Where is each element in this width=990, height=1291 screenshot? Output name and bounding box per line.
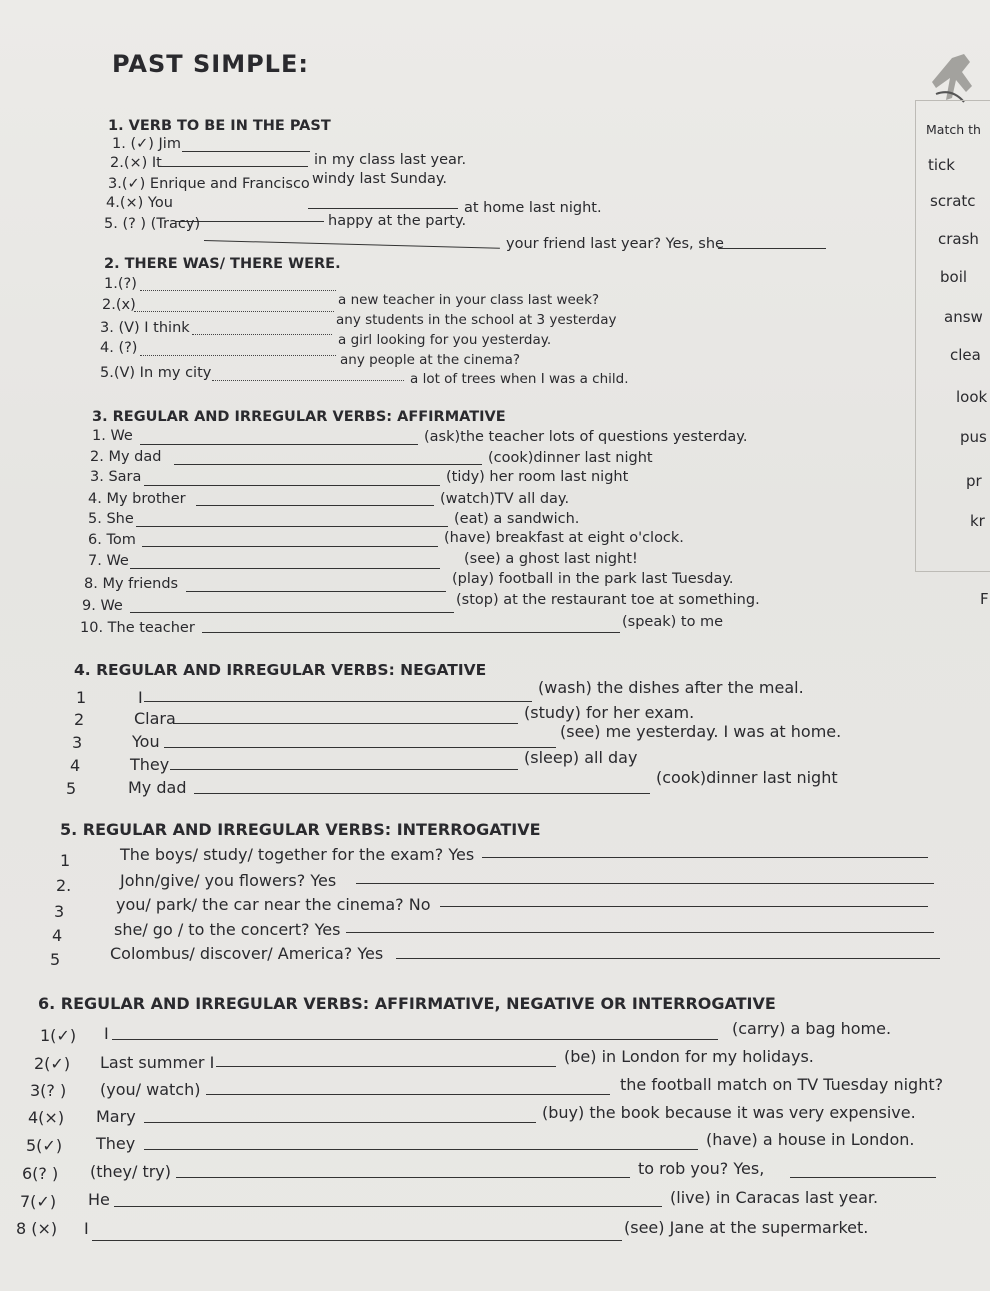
answer-blank[interactable] — [114, 1206, 662, 1207]
s6-item-7-mark: 7(✓) — [20, 1192, 57, 1211]
s2-item-5-rest: a lot of trees when I was a child. — [410, 371, 629, 387]
s2-item-1-subject: 1.(?) — [104, 276, 137, 292]
answer-blank[interactable] — [194, 793, 650, 794]
s4-item-5-subject: My dad — [128, 778, 187, 797]
answer-blank[interactable] — [356, 883, 934, 884]
answer-blank[interactable] — [144, 1122, 536, 1123]
s3-item-10-rest: (speak) to me — [622, 614, 724, 630]
s5-item-5-number: 5 — [50, 950, 61, 969]
s3-item-2-rest: (cook)dinner last night — [488, 450, 653, 466]
s2-item-4-subject: 4. (?) — [100, 340, 138, 356]
s6-item-8-mark: 8 (×) — [16, 1219, 58, 1238]
section-6-heading: 6. REGULAR AND IRREGULAR VERBS: AFFIRMATIVE, NEGATIVE OR INTERROGATIVE — [38, 994, 776, 1013]
answer-blank[interactable] — [92, 1240, 622, 1241]
s5-item-5-question: Colombus/ discover/ America? Yes — [110, 944, 384, 963]
s4-item-1-rest: (wash) the dishes after the meal. — [538, 678, 804, 697]
s2-item-3-subject: 3. (V) I think — [100, 320, 190, 336]
s4-item-4-subject: They — [130, 755, 170, 774]
answer-blank[interactable] — [144, 701, 532, 702]
word-bank-word: answ — [944, 308, 983, 326]
s5-item-1-number: 1 — [60, 851, 71, 870]
s3-item-7-rest: (see) a ghost last night! — [464, 551, 638, 567]
s2-item-4-rest: any people at the cinema? — [340, 352, 521, 368]
answer-blank[interactable] — [196, 505, 434, 506]
word-bank-word: boil — [940, 268, 968, 286]
s6-item-8-subject: I — [84, 1219, 89, 1238]
s3-item-4-rest: (watch)TV all day. — [440, 491, 570, 507]
s6-item-3-subject: (you/ watch) — [100, 1080, 201, 1099]
answer-blank[interactable] — [396, 958, 940, 959]
answer-blank[interactable] — [136, 526, 448, 527]
answer-blank[interactable] — [144, 485, 440, 486]
s3-item-7-subject: 7. We — [88, 553, 129, 569]
s1-item-5-subject: 5. (? ) (Tracy) — [104, 216, 201, 232]
s6-item-7-rest: (live) in Caracas last year. — [670, 1188, 879, 1207]
answer-blank[interactable] — [112, 1039, 718, 1040]
s2-item-2-subject: 2.(x) — [102, 297, 136, 313]
answer-blank[interactable] — [482, 857, 928, 858]
answer-blank[interactable] — [204, 240, 500, 249]
s5-item-3-question: you/ park/ the car near the cinema? No — [116, 895, 431, 914]
s4-item-3-subject: You — [132, 732, 160, 751]
answer-blank[interactable] — [212, 380, 404, 381]
s6-item-5-mark: 5(✓) — [26, 1136, 63, 1155]
s4-item-4-number: 4 — [70, 756, 81, 775]
s1-item-2-rest: windy last Sunday. — [312, 171, 448, 187]
word-bank-word: crash — [938, 230, 979, 248]
answer-blank[interactable] — [174, 723, 518, 724]
word-bank-heading: Match th — [926, 122, 981, 137]
answer-blank[interactable] — [790, 1177, 936, 1178]
answer-blank[interactable] — [142, 546, 438, 547]
s4-item-2-subject: Clara — [134, 709, 176, 728]
s3-item-5-rest: (eat) a sandwich. — [454, 511, 580, 527]
answer-blank[interactable] — [206, 1094, 610, 1095]
s6-item-6-rest: to rob you? Yes, — [638, 1159, 765, 1178]
word-bank-word: clea — [950, 346, 981, 364]
s1-item-4-subject: 4.(×) You — [106, 195, 173, 211]
s5-item-4-number: 4 — [52, 926, 63, 945]
answer-blank[interactable] — [192, 334, 332, 335]
s2-item-2-rest: any students in the school at 3 yesterday — [336, 312, 617, 328]
s6-item-6-mark: 6(? ) — [22, 1164, 59, 1183]
s6-item-7-subject: He — [88, 1190, 110, 1209]
s6-item-1-subject: I — [104, 1024, 109, 1043]
s1-item-4-rest: happy at the party. — [328, 213, 467, 229]
section-4-heading: 4. REGULAR AND IRREGULAR VERBS: NEGATIVE — [74, 661, 487, 679]
s6-item-2-rest: (be) in London for my holidays. — [564, 1047, 814, 1066]
s3-item-8-rest: (play) football in the park last Tuesday. — [452, 571, 734, 587]
answer-blank[interactable] — [182, 151, 310, 152]
s3-item-9-rest: (stop) at the restaurant toe at something. — [456, 592, 760, 608]
s4-item-3-rest: (see) me yesterday. I was at home. — [560, 722, 842, 741]
s1-item-1-rest: in my class last year. — [314, 152, 467, 168]
s1-item-1-subject: 1. (✓) Jim — [112, 136, 181, 152]
answer-blank[interactable] — [144, 1149, 698, 1150]
answer-blank[interactable] — [130, 568, 440, 569]
s3-item-6-subject: 6. Tom — [88, 532, 136, 548]
answer-blank[interactable] — [718, 248, 826, 249]
word-bank-word: F — [980, 590, 989, 608]
s3-item-8-subject: 8. My friends — [84, 576, 179, 592]
answer-blank[interactable] — [158, 166, 308, 167]
word-bank-word: scratc — [930, 192, 976, 210]
page-title: PAST SIMPLE: — [112, 50, 309, 78]
answer-blank[interactable] — [216, 1066, 556, 1067]
word-bank-word: pr — [966, 472, 982, 490]
s2-item-1-rest: a new teacher in your class last week? — [338, 292, 600, 308]
s6-item-5-rest: (have) a house in London. — [706, 1130, 915, 1149]
s6-item-4-subject: Mary — [96, 1107, 136, 1126]
word-bank-word: tick — [928, 156, 955, 174]
word-bank-word: look — [956, 388, 988, 406]
s5-item-1-question: The boys/ study/ together for the exam? Yes — [120, 845, 475, 864]
answer-blank[interactable] — [202, 632, 620, 633]
answer-blank[interactable] — [134, 311, 334, 312]
s2-item-3-rest: a girl looking for you yesterday. — [338, 332, 552, 348]
answer-blank[interactable] — [140, 355, 336, 356]
s4-item-5-rest: (cook)dinner last night — [656, 768, 838, 787]
s4-item-2-rest: (study) for her exam. — [524, 703, 695, 722]
s3-item-6-rest: (have) breakfast at eight o'clock. — [444, 530, 684, 546]
s6-item-8-rest: (see) Jane at the supermarket. — [624, 1218, 869, 1237]
word-bank-word: kr — [970, 512, 985, 530]
s6-item-2-subject: Last summer I — [100, 1053, 215, 1072]
answer-blank[interactable] — [170, 769, 518, 770]
s3-item-4-subject: 4. My brother — [88, 491, 186, 507]
s6-item-1-rest: (carry) a bag home. — [732, 1019, 892, 1038]
answer-blank[interactable] — [130, 612, 454, 613]
answer-blank[interactable] — [346, 932, 934, 933]
section-1-heading: 1. VERB TO BE IN THE PAST — [108, 118, 331, 134]
s5-item-2-question: John/give/ you flowers? Yes — [120, 871, 337, 890]
s6-item-6-subject: (they/ try) — [90, 1162, 172, 1181]
section-3-heading: 3. REGULAR AND IRREGULAR VERBS: AFFIRMATIVE — [92, 409, 506, 425]
answer-blank[interactable] — [140, 290, 336, 291]
s4-item-5-number: 5 — [66, 779, 77, 798]
section-5-heading: 5. REGULAR AND IRREGULAR VERBS: INTERROGATIVE — [60, 820, 541, 839]
answer-blank[interactable] — [174, 464, 482, 465]
s4-item-1-number: 1 — [76, 688, 87, 707]
s1-item-3-subject: 3.(✓) Enrique and Francisco — [108, 176, 310, 192]
s6-item-5-subject: They — [96, 1134, 136, 1153]
s4-item-3-number: 3 — [72, 733, 83, 752]
s4-item-1-subject: I — [138, 688, 143, 707]
s3-item-3-subject: 3. Sara — [90, 469, 142, 485]
s4-item-4-rest: (sleep) all day — [524, 748, 638, 767]
s6-item-4-rest: (buy) the book because it was very expensive. — [542, 1103, 916, 1122]
answer-blank[interactable] — [186, 591, 446, 592]
answer-blank[interactable] — [140, 444, 418, 445]
answer-blank[interactable] — [176, 1177, 630, 1178]
s1-item-3-rest: at home last night. — [464, 200, 602, 216]
s2-item-5-subject: 5.(V) In my city — [100, 365, 212, 381]
s3-item-5-subject: 5. She — [88, 511, 134, 527]
answer-blank[interactable] — [440, 906, 928, 907]
s5-item-4-question: she/ go / to the concert? Yes — [114, 920, 341, 939]
s6-item-2-mark: 2(✓) — [34, 1054, 71, 1073]
s3-item-9-subject: 9. We — [82, 598, 123, 614]
s1-item-5-rest: your friend last year? Yes, she — [506, 236, 724, 252]
answer-blank[interactable] — [164, 747, 556, 748]
s3-item-2-subject: 2. My dad — [90, 449, 162, 465]
s3-item-3-rest: (tidy) her room last night — [446, 469, 629, 485]
s6-item-3-rest: the football match on TV Tuesday night? — [620, 1075, 944, 1094]
section-2-heading: 2. THERE WAS/ THERE WERE. — [104, 256, 341, 272]
s6-item-1-mark: 1(✓) — [40, 1026, 77, 1045]
s3-item-1-rest: (ask)the teacher lots of questions yesterday. — [424, 429, 748, 445]
s6-item-3-mark: 3(? ) — [30, 1081, 67, 1100]
s3-item-10-subject: 10. The teacher — [80, 620, 195, 636]
word-bank-word: pus — [960, 428, 987, 446]
s6-item-4-mark: 4(×) — [28, 1108, 65, 1127]
answer-blank[interactable] — [308, 208, 458, 209]
s3-item-1-subject: 1. We — [92, 428, 133, 444]
s4-item-2-number: 2 — [74, 710, 85, 729]
s5-item-3-number: 3 — [54, 902, 65, 921]
s1-item-2-subject: 2.(×) It — [110, 155, 162, 171]
s5-item-2-number: 2. — [56, 876, 72, 895]
